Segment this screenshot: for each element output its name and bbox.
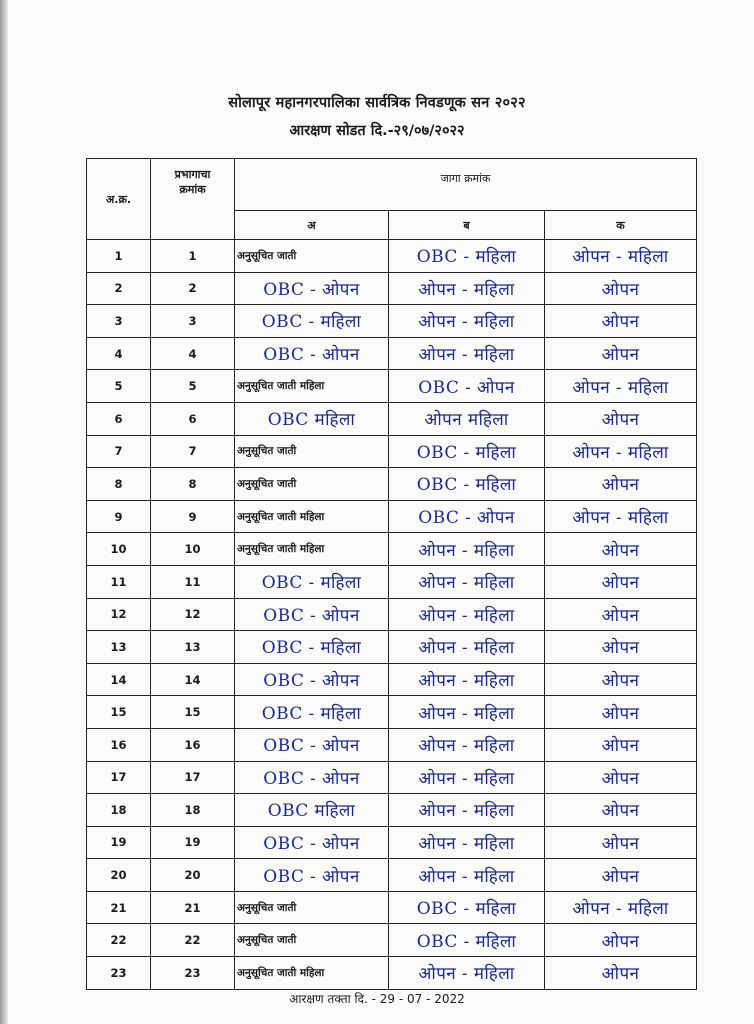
cell-seat-b: ओपन - महिला	[389, 663, 545, 696]
header-seat-number: जागा क्रमांक	[235, 159, 697, 211]
document-footer: आरक्षण तक्ता दि. - 29 - 07 - 2022	[289, 992, 465, 1006]
cell-serial: 19	[87, 826, 151, 859]
table-row	[87, 240, 697, 273]
cell-prabhag: 23	[151, 957, 235, 990]
cell-seat-c: ओपन	[545, 468, 697, 501]
cell-prabhag: 5	[151, 370, 235, 403]
cell-seat-a: अनुसूचित जाती	[235, 891, 389, 924]
cell-seat-c: ओपन	[545, 728, 697, 761]
cell-seat-a: OBC - ओपन	[235, 761, 389, 794]
cell-seat-a: OBC - ओपन	[235, 728, 389, 761]
cell-prabhag: 13	[151, 631, 235, 664]
cell-seat-b: ओपन - महिला	[389, 272, 545, 305]
table-row	[87, 924, 697, 957]
cell-prabhag: 22	[151, 924, 235, 957]
cell-serial: 17	[87, 761, 151, 794]
header-col-a: अ	[235, 211, 389, 240]
cell-seat-c: ओपन	[545, 924, 697, 957]
cell-prabhag: 2	[151, 272, 235, 305]
cell-serial: 20	[87, 859, 151, 892]
cell-seat-a: OBC महिला	[235, 402, 389, 435]
cell-seat-a: OBC - ओपन	[235, 272, 389, 305]
cell-seat-c: ओपन - महिला	[545, 370, 697, 403]
cell-seat-c: ओपन	[545, 631, 697, 664]
cell-prabhag: 14	[151, 663, 235, 696]
header-serial: अ.क्र.	[87, 159, 151, 240]
table-row	[87, 500, 697, 533]
cell-seat-a: OBC महिला	[235, 794, 389, 827]
table-row	[87, 826, 697, 859]
cell-prabhag: 7	[151, 435, 235, 468]
cell-seat-c: ओपन	[545, 565, 697, 598]
cell-seat-c: ओपन	[545, 761, 697, 794]
cell-prabhag: 20	[151, 859, 235, 892]
header-col-b: ब	[389, 211, 545, 240]
cell-seat-a: OBC - महिला	[235, 696, 389, 729]
cell-serial: 7	[87, 435, 151, 468]
cell-prabhag: 8	[151, 468, 235, 501]
cell-seat-a: अनुसूचित जाती महिला	[235, 533, 389, 566]
cell-seat-b: ओपन - महिला	[389, 305, 545, 338]
cell-seat-b: OBC - महिला	[389, 468, 545, 501]
cell-seat-b: ओपन - महिला	[389, 761, 545, 794]
cell-serial: 16	[87, 728, 151, 761]
table-row	[87, 891, 697, 924]
cell-seat-b: OBC - महिला	[389, 924, 545, 957]
cell-prabhag: 16	[151, 728, 235, 761]
header-prabhag-line1: प्रभागाचा	[174, 168, 211, 181]
page-edge-shadow	[0, 0, 8, 1024]
header-prabhag	[151, 159, 235, 240]
table-row	[87, 761, 697, 794]
table-row	[87, 598, 697, 631]
cell-seat-c: ओपन	[545, 957, 697, 990]
cell-seat-b: OBC - महिला	[389, 435, 545, 468]
cell-seat-b: ओपन - महिला	[389, 598, 545, 631]
cell-seat-c: ओपन	[545, 794, 697, 827]
table-row	[87, 337, 697, 370]
cell-seat-a: अनुसूचित जाती महिला	[235, 500, 389, 533]
cell-seat-b: ओपन - महिला	[389, 859, 545, 892]
table-header-row	[87, 159, 697, 211]
cell-seat-a: अनुसूचित जाती	[235, 924, 389, 957]
cell-serial: 4	[87, 337, 151, 370]
table-row	[87, 402, 697, 435]
cell-serial: 14	[87, 663, 151, 696]
cell-prabhag: 6	[151, 402, 235, 435]
cell-seat-c: ओपन	[545, 305, 697, 338]
cell-seat-c: ओपन	[545, 598, 697, 631]
cell-serial: 9	[87, 500, 151, 533]
cell-prabhag: 10	[151, 533, 235, 566]
cell-seat-b: OBC - ओपन	[389, 500, 545, 533]
cell-serial: 3	[87, 305, 151, 338]
cell-seat-a: OBC - महिला	[235, 565, 389, 598]
cell-serial: 23	[87, 957, 151, 990]
cell-prabhag: 1	[151, 240, 235, 273]
cell-seat-a: OBC - ओपन	[235, 337, 389, 370]
cell-seat-c: ओपन	[545, 859, 697, 892]
cell-seat-b: ओपन - महिला	[389, 337, 545, 370]
cell-serial: 12	[87, 598, 151, 631]
header-prabhag-line2: क्रमांक	[179, 183, 206, 196]
cell-seat-a: OBC - महिला	[235, 631, 389, 664]
cell-prabhag: 4	[151, 337, 235, 370]
cell-prabhag: 9	[151, 500, 235, 533]
cell-seat-a: अनुसूचित जाती महिला	[235, 957, 389, 990]
cell-seat-a: अनुसूचित जाती	[235, 435, 389, 468]
cell-seat-b: OBC - महिला	[389, 240, 545, 273]
document-subtitle: आरक्षण सोडत दि.-२९/०७/२०२२	[289, 123, 465, 139]
cell-seat-a: OBC - ओपन	[235, 663, 389, 696]
table-row	[87, 305, 697, 338]
cell-seat-c: ओपन - महिला	[545, 891, 697, 924]
cell-seat-b: ओपन - महिला	[389, 826, 545, 859]
cell-seat-b: OBC - महिला	[389, 891, 545, 924]
cell-serial: 15	[87, 696, 151, 729]
cell-seat-b: ओपन - महिला	[389, 728, 545, 761]
cell-seat-c: ओपन	[545, 272, 697, 305]
cell-serial: 22	[87, 924, 151, 957]
header-col-c: क	[545, 211, 697, 240]
cell-serial: 10	[87, 533, 151, 566]
cell-seat-b: ओपन - महिला	[389, 565, 545, 598]
cell-seat-c: ओपन - महिला	[545, 240, 697, 273]
cell-serial: 5	[87, 370, 151, 403]
cell-seat-a: OBC - महिला	[235, 305, 389, 338]
cell-seat-b: ओपन - महिला	[389, 631, 545, 664]
cell-seat-c: ओपन - महिला	[545, 435, 697, 468]
cell-seat-c: ओपन	[545, 533, 697, 566]
cell-serial: 2	[87, 272, 151, 305]
table-row	[87, 631, 697, 664]
cell-seat-a: अनुसूचित जाती	[235, 240, 389, 273]
table-row	[87, 272, 697, 305]
table-row	[87, 370, 697, 403]
cell-seat-a: OBC - ओपन	[235, 826, 389, 859]
cell-prabhag: 21	[151, 891, 235, 924]
cell-seat-c: ओपन	[545, 663, 697, 696]
cell-seat-a: अनुसूचित जाती	[235, 468, 389, 501]
cell-seat-b: ओपन महिला	[389, 402, 545, 435]
cell-seat-c: ओपन	[545, 826, 697, 859]
cell-serial: 13	[87, 631, 151, 664]
cell-seat-c: ओपन - महिला	[545, 500, 697, 533]
reservation-table	[86, 158, 697, 990]
table-row	[87, 435, 697, 468]
cell-seat-a: अनुसूचित जाती महिला	[235, 370, 389, 403]
cell-serial: 21	[87, 891, 151, 924]
cell-seat-b: ओपन - महिला	[389, 533, 545, 566]
cell-prabhag: 3	[151, 305, 235, 338]
cell-prabhag: 19	[151, 826, 235, 859]
cell-seat-c: ओपन	[545, 696, 697, 729]
cell-serial: 8	[87, 468, 151, 501]
cell-serial: 11	[87, 565, 151, 598]
cell-seat-b: OBC - ओपन	[389, 370, 545, 403]
cell-prabhag: 11	[151, 565, 235, 598]
cell-seat-b: ओपन - महिला	[389, 957, 545, 990]
cell-serial: 6	[87, 402, 151, 435]
table-row	[87, 533, 697, 566]
cell-seat-a: OBC - ओपन	[235, 598, 389, 631]
cell-serial: 18	[87, 794, 151, 827]
document-header	[0, 92, 754, 140]
table-row	[87, 565, 697, 598]
cell-serial: 1	[87, 240, 151, 273]
cell-prabhag: 15	[151, 696, 235, 729]
cell-seat-b: ओपन - महिला	[389, 696, 545, 729]
table-row	[87, 468, 697, 501]
cell-prabhag: 17	[151, 761, 235, 794]
cell-seat-b: ओपन - महिला	[389, 794, 545, 827]
cell-seat-a: OBC - ओपन	[235, 859, 389, 892]
cell-seat-c: ओपन	[545, 402, 697, 435]
table-row	[87, 859, 697, 892]
table-row	[87, 794, 697, 827]
cell-prabhag: 18	[151, 794, 235, 827]
table-row	[87, 728, 697, 761]
cell-seat-c: ओपन	[545, 337, 697, 370]
table-row	[87, 957, 697, 990]
table-row	[87, 663, 697, 696]
document-title: सोलापूर महानगरपालिका सार्वत्रिक निवडणूक सन २०२२	[228, 95, 526, 111]
cell-prabhag: 12	[151, 598, 235, 631]
table-row	[87, 696, 697, 729]
